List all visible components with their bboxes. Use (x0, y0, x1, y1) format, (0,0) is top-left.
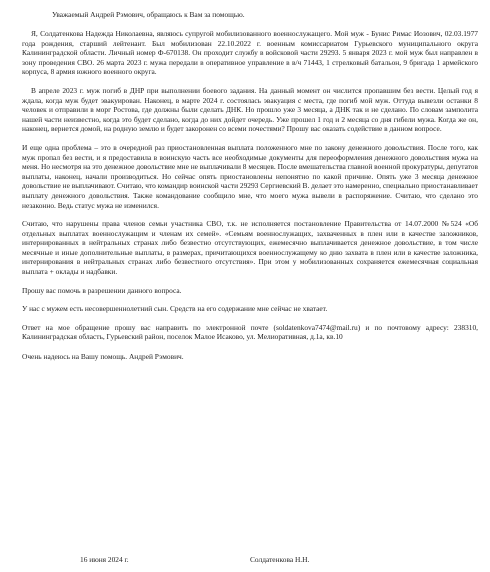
paragraph-legal-basis: Считаю, что нарушены права членов семьи участника СВО, т.к. не исполняется постановление Правительства от 14.07.2000 №524 «Об отдельных выплатах военнослужащим и членам их семей». «Семьям военнослужащих, захваченных в плен или в качестве заложников, интернированных в нейтральных странах либо безвестно отсутствующих, ежемесячно выплачивается денежное довольствие, в том числе месячные и иные дополнительные выплаты, в размерах, причитающихся военнослужащему ко дню захвата в плен или в качестве заложника, интернирования в нейтральных странах либо безвестного отсутствия». При этом у мобилизованных сохраняется ежемесячная социальная выплата + оклады и надбавки. (22, 219, 478, 277)
paragraph-allowance-problem: И еще одна проблема – это в очередной раз приостановленная выплата положенного мне по закону денежного довольствия. После того, как муж пропал без вести, и я предоставила в воинскую часть все необходимые документы для переоформления денежного довольствия мужа на меня. Но несмотря на это денежное довольствие мне не выплачивали 8 месяцев. После вмешательства главной военной прокуратуры, депутатов выплаты, наконец, начали производиться. Но сейчас опять приостановлены непонятно по какой причине. Опять уже 3 месяца денежное довольствие не выплачивают. Считаю, что командир воинской части 29293 Сергиевский В. делает это намеренно, специально приостанавливает выплату денежного довольствия. Также командование сообщило мне, что моего мужа вывели в распоряжение. Считаю, что сделано это незаконно. Ведь статус мужа не изменился. (22, 142, 479, 210)
paragraph-introduction: Я, Солдатенкова Надежда Николаевна, являюсь супругой мобилизованного военнослужащего. Мой муж - Бунис Римас Иозович, 02.03.1977 года рождения, старший лейтенант. Был мобилизован 22.10.2022 г. военным комиссариатом Гурьевского муниципального округа Калининградской области. Личный номер Ф-670138. Он проходит службу в войсковой части 29293. 5 января 2023 г. мой муж был направлен в зону проведения СВО. 26 марта 2023 г. мужа передали в оперативное управление в в/ч 71443, 1 стрелковый батальон, 9 бригада 1 армейского корпуса, 8 армия южного военного округа. (22, 29, 478, 77)
paragraph-contact: Ответ на мое обращение прошу вас направить по электронной почте (soldatenkova7474@mail.ru) и по почтовому адресу: 238310, Калининградская область, Гурьевский район, поселок Малое Исаково, ул. Мелиоративная, д.1а, кв.10 (22, 322, 478, 342)
paragraph-death-circumstances: В апреле 2023 г. муж погиб в ДНР при выполнении боевого задания. На данный момент он числится пропавшим без вести. Целый год я ждала, когда муж будет эвакуирован. Наконец, в марте 2024 г. состоялась эвакуация с места, где погиб мой муж. Оттуда вывезли останки 8 человек и отправили в морг Ростова, где должны были сделать ДНК. Но прошло уже 3 месяца, а ДНК так и не сделано. По словам замполита нашей части неизвестно, когда это будет сделано, когда до них дойдет очередь. Уже прошел 1 год и 2 месяца со дня гибели мужа. Когда же он, наконец, вернется домой, на родную землю и будет закоронен со всеми почестями? Прошу вас оказать содействие в данном вопросе. (22, 85, 478, 134)
closing-line: Очень надеюсь на Вашу помощь. Андрей Рэмович. (22, 352, 184, 362)
paragraph-son: У нас с мужем есть несовершеннолетний сын. Средств на его содержание мне сейчас не хватает. (22, 304, 328, 314)
signature-name: Солдатенкова Н.Н. (250, 555, 310, 564)
paragraph-request: Прошу вас помочь в разрешении данного вопроса. (22, 285, 182, 295)
greeting: Уважаемый Андрей Рэмович, обращаюсь к Вам за помощью. (52, 10, 245, 19)
signature-date: 16 июня 2024 г. (80, 555, 129, 564)
